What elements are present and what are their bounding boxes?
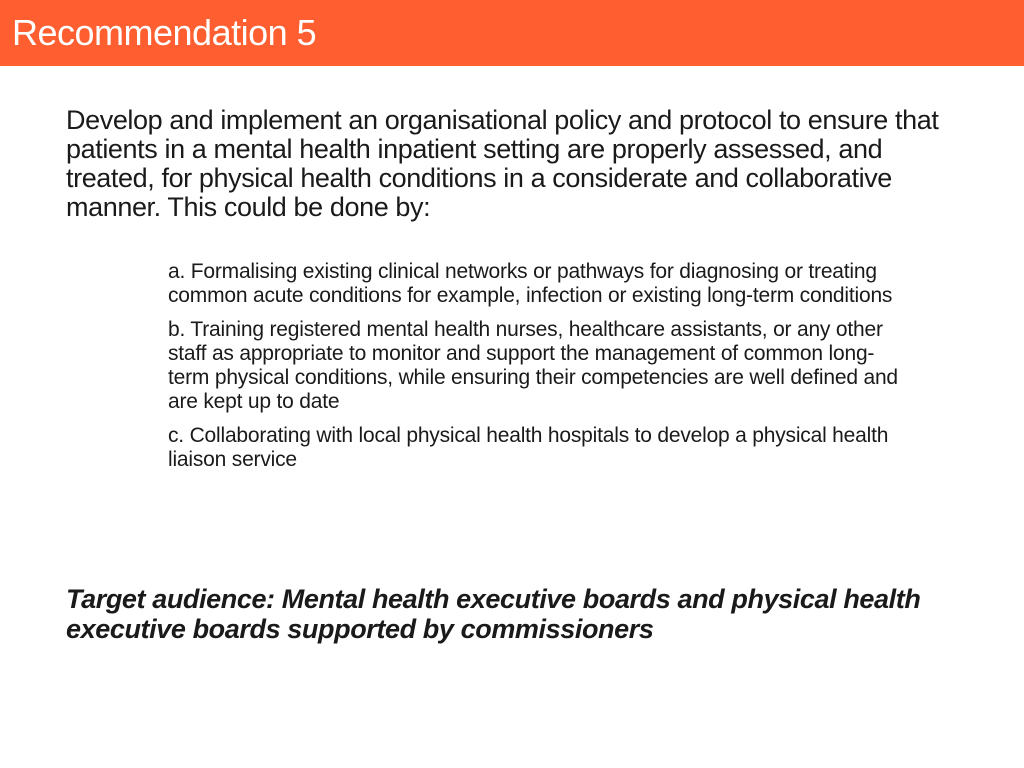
list-item-b: b. Training registered mental health nurses, healthcare assistants, or any other staff as appropriate to monitor and support the management of common long-term physical conditions, while ensuring their competencies are well defined and are kept up to date (168, 318, 898, 413)
recommendation-list (168, 260, 908, 482)
list-item-a: a. Formalising existing clinical networks or pathways for diagnosing or treating common acute conditions for example, infection or existing long-term conditions (168, 260, 893, 307)
slide-title: Recommendation 5 (12, 12, 317, 53)
intro-paragraph: Develop and implement an organisational policy and protocol to ensure that patients in a mental health inpatient setting are properly assessed, and treated, for physical health conditions in a considerate and collaborative manner. This could be done by: (66, 105, 939, 222)
target-audience: Target audience: Mental health executive boards and physical health executive boards supported by commissioners (66, 584, 921, 644)
title-bar (0, 0, 1024, 66)
list-item-c: c. Collaborating with local physical health hospitals to develop a physical health liaison service (168, 424, 889, 471)
